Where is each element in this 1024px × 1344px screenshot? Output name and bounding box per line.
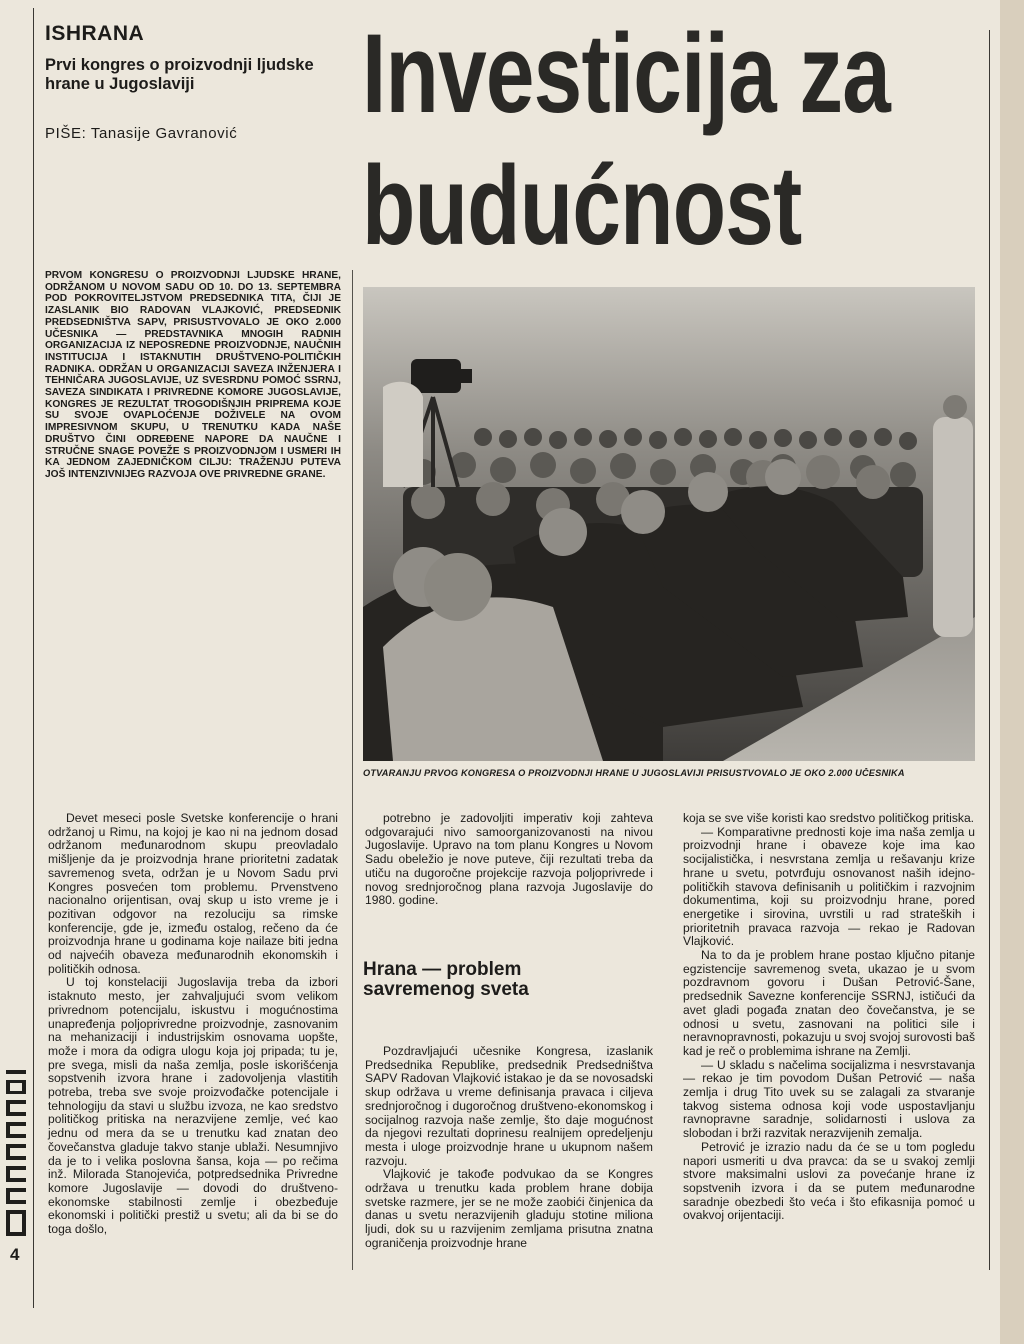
page-number: 4 xyxy=(10,1245,20,1264)
right-margin-rule xyxy=(989,30,990,1270)
article-subtitle: Prvi kongres o proizvodnji ljudske hrane u Jugoslaviji xyxy=(45,56,314,93)
photo-caption: OTVARANJU PRVOG KONGRESA O PROIZVODNJI HRANE U JUGOSLAVIJI PRISUSTVOVALO JE OKO 2.000 UČESNIKA xyxy=(363,768,905,778)
paragraph: Vlajković je takođe podvukao da se Kongres održava u trenutku kada problem hrane dobija svetske razmere, jer se ne može zaobići činjenica da danas u svetu nerazvijenih gladuju stotine miliona ljudi, dok su u razvijenim zemljama prisutna znatna ograničenja proizvodnje hrane xyxy=(365,1167,653,1250)
congress-photo xyxy=(363,287,975,761)
paragraph: Na to da je problem hrane postao ključno pitanje egzistencije savremenog sveta, ukazao je u svom pozdravnom govoru i Dušan Petrović-Šane, predsednik Savezne konferencije SSRNJ, ističući da avet gladi pogađa znatan deo čovečanstva, je se odnosi u svetu, zasnovani na politici sile i neravnopravnosti, pokazuju u svoj svojoj surovosti baš kad je reč o problemima ishrane na Zemlji. xyxy=(683,948,975,1058)
paragraph: Petrović je izrazio nadu da će se u tom pogledu napori usmeriti u dva pravca: da se u svakoj zemlji stvore maksimalni uslovi za povećanje hrane iz sopstvenih izvora i da se putem međunarodne saradnje obezbedi što veća i što efikasnija pomoć u ovakvoj orijentaciji. xyxy=(683,1139,975,1223)
paragraph: — U skladu s načelima socijalizma i nesvrstavanja — rekao je tim povodom Dušan Petrović — naša zemlja i drug Tito uvek su se zalagali za stvaranje takvog sistema odnosa koji vode uspostavljanju ravnopravne saradnje, solidarnosti i uslova za slobodan i brži razvitak nerazvijenih zemalja. xyxy=(683,1057,975,1141)
left-margin-rule xyxy=(33,8,34,1308)
headline-line-2: budućnost xyxy=(362,143,802,268)
article-column-2-continued xyxy=(365,1045,653,1251)
paragraph: Pozdravljajući učesnike Kongresa, izaslanik Predsednika Republike, predsednik Predsedništva SAPV Radovan Vlajković istakao je da se novosadski skup održava u vreme definisanja pravaca i ciljeva srednjoročnog i dugoročnog društveno-ekonomskog i socijalnog razvoja naše zemlje, što daje mogućnost da njegovi rezultati doprinesu realnijem opredeljenju mesta i uloge proizvodnje hrane u ukupnom našem razvoju. xyxy=(365,1044,653,1168)
subheading xyxy=(363,960,573,1000)
page-edge xyxy=(1000,0,1024,1344)
audience-photo-illustration xyxy=(363,287,975,761)
section-tag: ISHRANA xyxy=(45,22,145,45)
headline-line-1: Investicija za xyxy=(362,11,891,136)
paragraph: koja se sve više koristi kao sredstvo političkog pritiska. xyxy=(683,811,975,825)
magazine-logo-vertical xyxy=(2,1070,30,1240)
column-rule xyxy=(352,270,353,1270)
article-column-2 xyxy=(365,812,653,908)
paragraph: U toj konstelaciji Jugoslavija treba da izbori istaknuto mesto, jer zahvaljujući svom velikom privrednom potencijalu, iskustvu i mogućnostima unapređenja poljoprivredne proizvodnje, zasnovanim na mehanizaciji i industrijskim osnovama uopšte, može i mora da odigra ulogu koja joj pripada; tu je, pre svega, misli da naša zemlja, posle iskorišćenja sopstvenih izvora hrane i zadovoljenja vlastitih potreba, treba sve svoje proizvođačke potencijale i tehnologiju da stavi u službu izvoza, ne kao sredstvo političkog pritiska na nerazvijene zemlje, već kao jednu od mera da se u trenutku kad znatan deo čovečanstva gladuje takvo stanje ublaži. Nesumnjivo da je to i velika poslovna šansa, koja — po rečima inž. Milorada Stanojevića, potpredsednika Privredne komore Jugoslavije — dovodi do društveno-ekonomske stabilnosti zemlje i obezbeđuje ekonomski i politički prestiž u svetu; ali da bi se do toga došlo, xyxy=(48,975,338,1237)
paragraph: potrebno je zadovoljiti imperativ koji zahteva odgovarajući nivo samoorganizovanosti na nivou Jugoslavije. Upravo na tom planu Kongres u Novom Sadu obeležio je nove puteve, čiji rezultati treba da utiču na dugoročne projekcije razvoja poljoprivrede i novog srednjoročnog plana razvoja Jugoslavije do 1980. godine. xyxy=(365,811,653,908)
subheading-text: Hrana — problem savremenog sveta xyxy=(363,959,529,1000)
byline: PIŠE: Tanasije Gavranović xyxy=(45,125,238,142)
paragraph: — Komparativne prednosti koje ima naša zemlja u proizvodnji hrane i obaveze koje ima kao socijalistička, i nesvrstana zemlja u rešavanju krize hrane u svetu, potvrđuju osnovanost naših idejno-političkih stavova definisanih u političkim i razvojnim dokumentima, koji su proizvodnju hrane, pored energetike i sirovina, uvrstili u rad strateških i prioritetnih pravaca razvoja — rekao je Radovan Vlajković. xyxy=(683,824,975,949)
article-column-1 xyxy=(48,812,338,1237)
paragraph: Devet meseci posle Svetske konferencije o hrani održanoj u Rimu, na kojoj je kao ni na jednom dosad održanom međunarodnom skupu preovladalo mišljenje da je proizvodnja hrane prioritetni zadatak savremenog sveta, održan je u Novom Sadu prvi Kongres posvećen tom problemu. Prvenstveno nacionalno orijentisan, ovaj skup u isto vreme je i pozitivan odgovor na rezoluciju sa rimske konferencije, gde je, između ostalog, rečeno da će proizvodnja hrane u godinama koje nailaze biti jedna od najvećih obaveza međunarodnih ekonomskih i političkih odnosa. xyxy=(48,811,338,976)
article-column-3 xyxy=(683,812,975,1223)
lead-paragraph: PRVOM KONGRESU O PROIZVODNJI LJUDSKE HRANE, ODRŽANOM U NOVOM SADU OD 10. DO 13. SEPTEMBRA POD POKROVITELJSTVOM PREDSEDNIKA TITA, ČIJI JE IZASLANIK BIO RADOVAN VLAJKOVIĆ, PREDSEDNIK PREDSEDNIŠTVA SAPV, PRISUSTVOVALO JE OKO 2.000 UČESNIKA — PREDSTAVNIKA MNOGIH RADNIH ORGANIZACIJA IZ NEPOSREDNE PROIZVODNJE, NAUČNIH INSTITUCIJA I ISTAKNUTIH DRUŠTVENO-POLITIČKIH RADNIKA. ODRŽAN U ORGANIZACIJI SAVEZA INŽENJERA I TEHNIČARA JUGOSLAVIJE, UZ SVESRDNU POMOĆ SSRNJ, SAVEZA SINDIKATA I PRIVREDNE KOMORE JUGOSLAVIJE, KONGRES JE REZULTAT TROGODIŠNJIH PRIPREMA KOJE SU SVOJE OVAPLOĆENJE DOŽIVELE NA OVOM IMPRESIVNOM SKUPU, U TRENUTKU KADA NAŠE DRUŠTVO ČINI ODREĐENE NAPORE DA NAUČNE I STRUČNE SNAGE POVEŽE S PROIZVODNJOM I USMERI IH KA JEDNOM ZAJEDNIČKOM CILJU: TRAŽENJU PUTEVA JOŠ INTENZIVNIJEG RAZVOJA OVE PRIVREDNE GRANE. xyxy=(45,270,341,480)
